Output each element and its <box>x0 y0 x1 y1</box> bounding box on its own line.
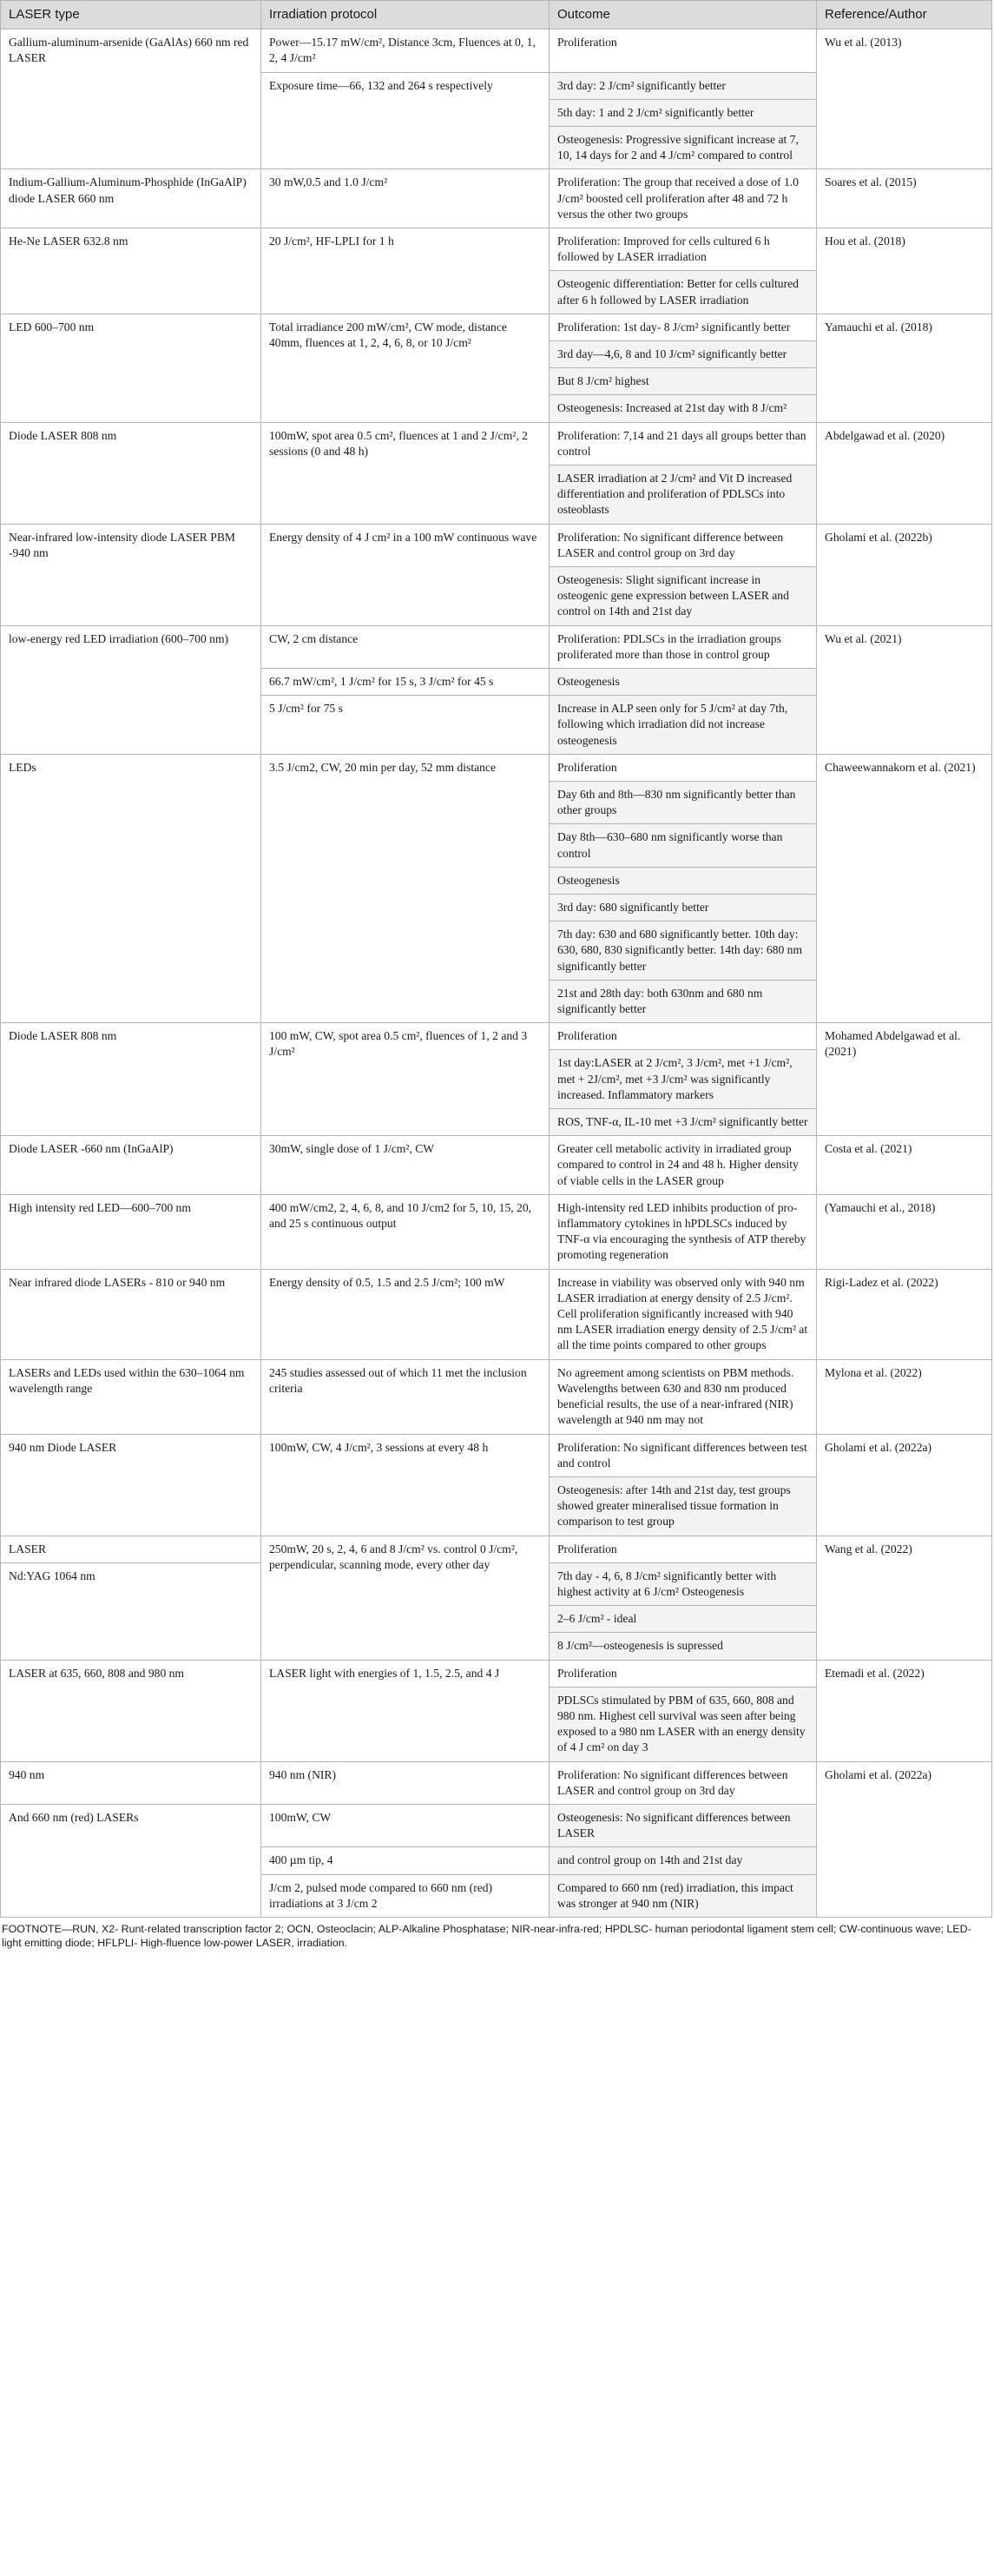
table-row <box>1 1194 992 1269</box>
outcome-cell: 7th day - 4, 6, 8 J/cm² significantly better with highest activity at 6 J/cm² Osteogenesis <box>550 1562 817 1605</box>
laser-type-cell: Gallium-aluminum-arsenide (GaAlAs) 660 nm red LASER <box>1 30 261 169</box>
irradiation-protocol-cell: 3.5 J/cm2, CW, 20 min per day, 52 mm distance <box>261 754 550 1022</box>
outcome-cell: 3rd day: 2 J/cm² significantly better <box>550 72 817 99</box>
outcome-cell: Proliferation <box>550 754 817 781</box>
laser-type-cell: low-energy red LED irradiation (600–700 nm) <box>1 625 261 754</box>
outcome-cell: Greater cell metabolic activity in irradiated group compared to control in 24 and 48 h. Higher density of viable cells in the LASER group <box>550 1136 817 1195</box>
irradiation-protocol-cell: Energy density of 4 J cm² in a 100 mW continuous wave <box>261 524 550 625</box>
outcome-cell: LASER irradiation at 2 J/cm² and Vit D increased differentiation and proliferation of PDLSCs into osteoblasts <box>550 465 817 524</box>
outcome-cell: Proliferation: The group that received a dose of 1.0 J/cm² boosted cell proliferation after 48 and 72 h versus the other two groups <box>550 169 817 228</box>
outcome-cell: Increase in viability was observed only with 940 nm LASER irradiation at energy density of 2.5 J/cm². Cell proliferation significantly increased with 940 nm LASER irradiation energy density of 2.5 J/cm² at all the time points compared to other groups <box>550 1269 817 1359</box>
laser-type-cell: Near-infrared low-intensity diode LASER PBM -940 nm <box>1 524 261 625</box>
irradiation-protocol-cell: 100 mW, CW, spot area 0.5 cm², fluences of 1, 2 and 3 J/cm² <box>261 1023 550 1136</box>
laser-type-cell: He-Ne LASER 632.8 nm <box>1 228 261 314</box>
table-row <box>1 169 992 228</box>
outcome-cell: Proliferation: Improved for cells cultured 6 h followed by LASER irradiation <box>550 228 817 270</box>
outcome-cell: and control group on 14th and 21st day <box>550 1847 817 1874</box>
outcome-cell: Day 6th and 8th—830 nm significantly better than other groups <box>550 782 817 824</box>
irradiation-protocol-cell: J/cm 2, pulsed mode compared to 660 nm (red) irradiations at 3 J/cm 2 <box>261 1874 550 1917</box>
header-laser-type: LASER type <box>1 1 261 30</box>
table-row <box>1 1660 992 1687</box>
outcome-cell: PDLSCs stimulated by PBM of 635, 660, 808 and 980 nm. Highest cell survival was seen after being exposed to a 980 nm LASER with an energy density of 4 J cm² on day 3 <box>550 1687 817 1761</box>
table-row <box>1 1136 992 1195</box>
laser-type-cell: Diode LASER 808 nm <box>1 422 261 524</box>
outcome-cell: 21st and 28th day: both 630nm and 680 nm significantly better <box>550 980 817 1022</box>
irradiation-protocol-cell: 250mW, 20 s, 2, 4, 6 and 8 J/cm² vs. control 0 J/cm², perpendicular, scanning mode, every other day <box>261 1536 550 1660</box>
outcome-cell: 3rd day—4,6, 8 and 10 J/cm² significantly better <box>550 340 817 367</box>
outcome-cell: Proliferation <box>550 1536 817 1562</box>
outcome-cell: No agreement among scientists on PBM methods. Wavelengths between 630 and 830 nm produced beneficial results, the use of a near-infrared (NIR) wavelength at 940 nm may not <box>550 1359 817 1434</box>
irradiation-protocol-cell: 66.7 mW/cm², 1 J/cm² for 15 s, 3 J/cm² for 45 s <box>261 668 550 695</box>
irradiation-protocol-cell: 5 J/cm² for 75 s <box>261 696 550 755</box>
reference-cell: (Yamauchi et al., 2018) <box>817 1194 992 1269</box>
laser-type-cell: LASER at 635, 660, 808 and 980 nm <box>1 1660 261 1761</box>
irradiation-protocol-cell: 30 mW,0.5 and 1.0 J/cm² <box>261 169 550 228</box>
outcome-cell: Osteogenic differentiation: Better for cells cultured after 6 h followed by LASER irradiation <box>550 271 817 314</box>
outcome-cell: Proliferation: 7,14 and 21 days all groups better than control <box>550 422 817 465</box>
outcome-cell: Osteogenesis: No significant differences between LASER <box>550 1804 817 1846</box>
outcome-cell: Proliferation: 1st day- 8 J/cm² significantly better <box>550 314 817 340</box>
table-header-row <box>1 1 992 30</box>
irradiation-protocol-cell: 100mW, spot area 0.5 cm², fluences at 1 and 2 J/cm², 2 sessions (0 and 48 h) <box>261 422 550 524</box>
table-row <box>1 1761 992 1804</box>
header-reference-author: Reference/Author <box>817 1 992 30</box>
outcome-cell: But 8 J/cm² highest <box>550 368 817 395</box>
outcome-cell: Osteogenesis: Increased at 21st day with 8 J/cm² <box>550 395 817 422</box>
reference-cell: Soares et al. (2015) <box>817 169 992 228</box>
table-body <box>1 30 992 1918</box>
reference-cell: Wu et al. (2013) <box>817 30 992 169</box>
laser-type-cell: LASER <box>1 1536 261 1562</box>
irradiation-protocol-cell: 400 mW/cm2, 2, 4, 6, 8, and 10 J/cm2 for 5, 10, 15, 20, and 25 s continuous output <box>261 1194 550 1269</box>
outcome-cell: Proliferation: No significant differences between LASER and control group on 3rd day <box>550 1761 817 1804</box>
outcome-cell: High-intensity red LED inhibits production of pro-inflammatory cytokines in hPDLSCs induced by TNF-α via encouraging the synthesis of ATP thereby promoting regeneration <box>550 1194 817 1269</box>
table-row <box>1 1269 992 1359</box>
outcome-cell: 7th day: 630 and 680 significantly better. 10th day: 630, 680, 830 significantly better. 14th day: 680 nm significantly better <box>550 921 817 981</box>
outcome-cell: 3rd day: 680 significantly better <box>550 895 817 921</box>
outcome-cell: 2–6 J/cm² - ideal <box>550 1606 817 1633</box>
outcome-cell: Osteogenesis: Slight significant increase in osteogenic gene expression between LASER and control on 14th and 21st day <box>550 566 817 625</box>
outcome-cell: Day 8th—630–680 nm significantly worse than control <box>550 824 817 867</box>
reference-cell: Rigi-Ladez et al. (2022) <box>817 1269 992 1359</box>
reference-cell: Gholami et al. (2022a) <box>817 1761 992 1917</box>
table-row <box>1 314 992 340</box>
header-irradiation-protocol: Irradiation protocol <box>261 1 550 30</box>
irradiation-protocol-cell: 100mW, CW <box>261 1804 550 1846</box>
laser-type-cell: Diode LASER 808 nm <box>1 1023 261 1136</box>
outcome-cell: Proliferation <box>550 1660 817 1687</box>
irradiation-protocol-cell: Total irradiance 200 mW/cm², CW mode, distance 40mm, fluences at 1, 2, 4, 6, 8, or 10 J/cm² <box>261 314 550 422</box>
table-row <box>1 1023 992 1050</box>
reference-cell: Wang et al. (2022) <box>817 1536 992 1660</box>
outcome-cell: Osteogenesis <box>550 867 817 894</box>
reference-cell: Gholami et al. (2022b) <box>817 524 992 625</box>
irradiation-protocol-cell: 20 J/cm², HF-LPLI for 1 h <box>261 228 550 314</box>
table-row <box>1 228 992 270</box>
outcome-cell: Proliferation: No significant difference between LASER and control group on 3rd day <box>550 524 817 566</box>
reference-cell: Wu et al. (2021) <box>817 625 992 754</box>
reference-cell: Abdelgawad et al. (2020) <box>817 422 992 524</box>
reference-cell: Hou et al. (2018) <box>817 228 992 314</box>
reference-cell: Chaweewannakorn et al. (2021) <box>817 754 992 1022</box>
outcome-cell: 8 J/cm²—osteogenesis is supressed <box>550 1633 817 1660</box>
table-footnote: FOOTNOTE—RUN, X2- Runt-related transcription factor 2; OCN, Osteoclacin; ALP-Alkaline Phosphatase; NIR-near-infra-red; HPDLSC- human periodontal ligament stem cell; CW-continuous wave; LED- light emitting diode; HFLPLI- High-fluence low-power LASER, irradiation. <box>2 1922 971 1950</box>
reference-cell: Mohamed Abdelgawad et al. (2021) <box>817 1023 992 1136</box>
laser-type-cell: Nd:YAG 1064 nm <box>1 1562 261 1660</box>
outcome-cell: Proliferation <box>550 1023 817 1050</box>
outcome-cell: Proliferation: No significant differences between test and control <box>550 1434 817 1476</box>
irradiation-protocol-cell: Energy density of 0.5, 1.5 and 2.5 J/cm²; 100 mW <box>261 1269 550 1359</box>
irradiation-protocol-cell: Power—15.17 mW/cm², Distance 3cm, Fluences at 0, 1, 2, 4 J/cm² <box>261 30 550 72</box>
table-row <box>1 524 992 566</box>
reference-cell: Yamauchi et al. (2018) <box>817 314 992 422</box>
laser-type-cell: Diode LASER -660 nm (InGaAlP) <box>1 1136 261 1195</box>
header-outcome: Outcome <box>550 1 817 30</box>
reference-cell: Mylona et al. (2022) <box>817 1359 992 1434</box>
table-row <box>1 625 992 668</box>
laser-type-cell: LEDs <box>1 754 261 1022</box>
laser-type-cell: Indium-Gallium-Aluminum-Phosphide (InGaAlP) diode LASER 660 nm <box>1 169 261 228</box>
outcome-cell: 5th day: 1 and 2 J/cm² significantly better <box>550 99 817 126</box>
table-row <box>1 422 992 465</box>
outcome-cell: Osteogenesis: Progressive significant increase at 7, 10, 14 days for 2 and 4 J/cm² compared to control <box>550 126 817 168</box>
laser-type-cell: 940 nm <box>1 1761 261 1804</box>
irradiation-protocol-cell: 245 studies assessed out of which 11 met the inclusion criteria <box>261 1359 550 1434</box>
irradiation-protocol-cell: Exposure time—66, 132 and 264 s respectively <box>261 72 550 169</box>
outcome-cell: Increase in ALP seen only for 5 J/cm² at day 7th, following which irradiation did not increase osteogenesis <box>550 696 817 755</box>
irradiation-protocol-cell: LASER light with energies of 1, 1.5, 2.5, and 4 J <box>261 1660 550 1761</box>
outcome-cell: Proliferation <box>550 30 817 72</box>
irradiation-protocol-cell: 400 µm tip, 4 <box>261 1847 550 1874</box>
laser-type-cell: 940 nm Diode LASER <box>1 1434 261 1536</box>
table-row <box>1 754 992 781</box>
irradiation-protocol-cell: 940 nm (NIR) <box>261 1761 550 1804</box>
laser-type-cell: LED 600–700 nm <box>1 314 261 422</box>
laser-type-cell: LASERs and LEDs used within the 630–1064 nm wavelength range <box>1 1359 261 1434</box>
irradiation-protocol-cell: 100mW, CW, 4 J/cm², 3 sessions at every 48 h <box>261 1434 550 1536</box>
outcome-cell: Osteogenesis: after 14th and 21st day, test groups showed greater mineralised tissue formation in comparison to test group <box>550 1476 817 1536</box>
table-row <box>1 30 992 72</box>
irradiation-protocol-cell: CW, 2 cm distance <box>261 625 550 668</box>
reference-cell: Gholami et al. (2022a) <box>817 1434 992 1536</box>
table-row <box>1 1434 992 1476</box>
outcome-cell: Compared to 660 nm (red) irradiation, this impact was stronger at 940 nm (NIR) <box>550 1874 817 1917</box>
outcome-cell: Proliferation: PDLSCs in the irradiation groups proliferated more than those in control group <box>550 625 817 668</box>
irradiation-protocol-cell: 30mW, single dose of 1 J/cm², CW <box>261 1136 550 1195</box>
reference-cell: Costa et al. (2021) <box>817 1136 992 1195</box>
outcome-cell: ROS, TNF-α, IL-10 met +3 J/cm² significantly better <box>550 1109 817 1136</box>
outcome-cell: 1st day:LASER at 2 J/cm², 3 J/cm², met +1 J/cm², met + 2J/cm², met +3 J/cm² was significantly increased. Inflammatory markers <box>550 1050 817 1109</box>
table-row <box>1 1359 992 1434</box>
reference-cell: Etemadi et al. (2022) <box>817 1660 992 1761</box>
table-row <box>1 1536 992 1562</box>
laser-type-cell: Near infrared diode LASERs - 810 or 940 nm <box>1 1269 261 1359</box>
laser-type-cell: High intensity red LED—600–700 nm <box>1 1194 261 1269</box>
laser-type-cell: And 660 nm (red) LASERs <box>1 1804 261 1917</box>
outcome-cell: Osteogenesis <box>550 668 817 695</box>
